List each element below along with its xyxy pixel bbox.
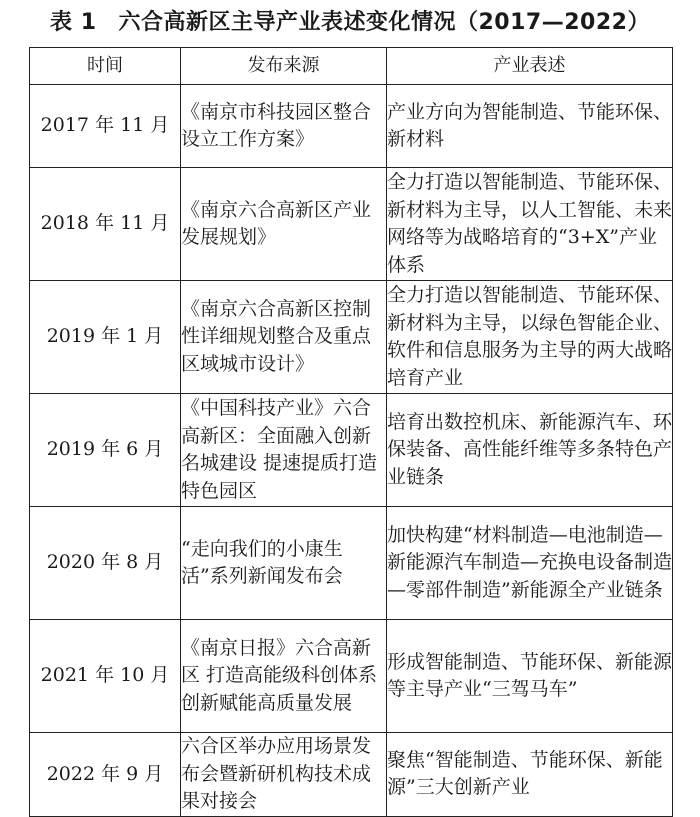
cell-time: 2018 年 11 月 — [30, 168, 181, 281]
cell-description: 聚焦“智能制造、节能环保、新能源”三大创新产业 — [387, 733, 673, 817]
header-description: 产业表述 — [387, 48, 673, 85]
cell-source: 《中国科技产业》六合高新区：全面融入创新名城建设 提速提质打造特色园区 — [181, 394, 387, 507]
table-row — [30, 394, 673, 507]
cell-time: 2017 年 11 月 — [30, 85, 181, 168]
cell-source: 《南京六合高新区产业发展规划》 — [181, 168, 387, 281]
table-number: 表 1 — [50, 10, 97, 35]
table-row — [30, 620, 673, 733]
table-caption — [0, 6, 700, 40]
cell-description: 形成智能制造、节能环保、新能源等主导产业“三驾马车” — [387, 620, 673, 733]
header-time: 时间 — [30, 48, 181, 85]
cell-time: 2019 年 1 月 — [30, 281, 181, 394]
cell-description: 全力打造以智能制造、节能环保、新材料为主导，以绿色智能企业、软件和信息服务为主导的两大战略培育产业 — [387, 281, 673, 394]
cell-time: 2019 年 6 月 — [30, 394, 181, 507]
cell-source: 《南京市科技园区整合设立工作方案》 — [181, 85, 387, 168]
cell-time: 2020 年 8 月 — [30, 507, 181, 620]
table-row — [30, 281, 673, 394]
header-source: 发布来源 — [181, 48, 387, 85]
cell-time: 2022 年 9 月 — [30, 733, 181, 817]
table-row — [30, 507, 673, 620]
table-header-row — [30, 48, 673, 85]
cell-description: 加快构建“材料制造—电池制造—新能源汽车制造—充换电设备制造—零部件制造”新能源全产业链条 — [387, 507, 673, 620]
table-row — [30, 85, 673, 168]
cell-source: “走向我们的小康生活”系列新闻发布会 — [181, 507, 387, 620]
cell-description: 全力打造以智能制造、节能环保、新材料为主导，以人工智能、未来网络等为战略培育的“3+X”产业体系 — [387, 168, 673, 281]
cell-source: 《南京六合高新区控制性详细规划整合及重点区域城市设计》 — [181, 281, 387, 394]
cell-description: 产业方向为智能制造、节能环保、新材料 — [387, 85, 673, 168]
cell-source: 六合区举办应用场景发布会暨新研机构技术成果对接会 — [181, 733, 387, 817]
industry-description-table — [29, 47, 673, 817]
table-row — [30, 168, 673, 281]
cell-time: 2021 年 10 月 — [30, 620, 181, 733]
cell-description: 培育出数控机床、新能源汽车、环保装备、高性能纤维等多条特色产业链条 — [387, 394, 673, 507]
table-row — [30, 733, 673, 817]
table-title: 六合高新区主导产业表述变化情况（2017—2022） — [118, 10, 650, 35]
cell-source: 《南京日报》六合高新区 打造高能级科创体系 创新赋能高质量发展 — [181, 620, 387, 733]
